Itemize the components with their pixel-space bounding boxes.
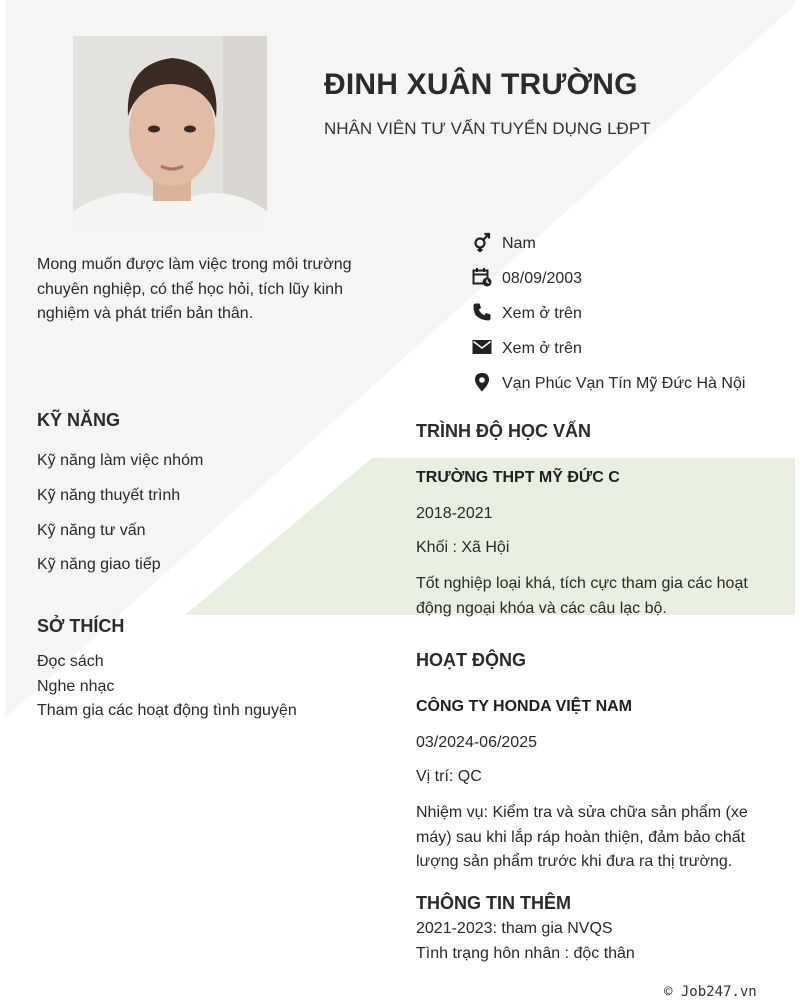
career-objective: Mong muốn được làm việc trong môi trường chuyên nghiệp, có thể học hỏi, tích lũy kinh nghiệm và phát triển bản thân. [37, 256, 352, 322]
education-description: Tốt nghiệp loại khá, tích cực tham gia các hoạt động ngoại khóa và các câu lạc bộ. [416, 575, 748, 617]
skill-item: Kỹ năng giao tiếp [37, 556, 161, 573]
education-period: 2018-2021 [416, 505, 493, 522]
candidate-name: ĐINH XUÂN TRƯỜNG [324, 68, 638, 101]
gender-icon [472, 232, 502, 254]
activity-period: 03/2024-06/2025 [416, 734, 537, 751]
education-major: Khối : Xã Hội [416, 539, 510, 556]
contact-gender [472, 232, 762, 267]
email-icon [472, 337, 502, 359]
hobbies-heading: SỞ THÍCH [37, 616, 125, 636]
footer-copyright[interactable]: © Job247.vn [664, 984, 757, 1000]
school-name: TRƯỜNG THPT MỸ ĐỨC C [416, 469, 620, 486]
job-title: NHÂN VIÊN TƯ VẤN TUYỂN DỤNG LĐPT [324, 119, 651, 138]
phone-icon [472, 302, 502, 324]
extra-info-item: 2021-2023: tham gia NVQS [416, 920, 613, 937]
extra-info-list [416, 917, 781, 966]
location-icon [472, 372, 502, 394]
activities-heading: HOẠT ĐỘNG [416, 650, 526, 670]
education-heading: TRÌNH ĐỘ HỌC VẤN [416, 421, 591, 441]
email-value[interactable]: Xem ở trên [502, 340, 582, 357]
skills-heading: KỸ NĂNG [37, 410, 121, 430]
profile-photo [73, 36, 267, 232]
company-name: CÔNG TY HONDA VIỆT NAM [416, 698, 633, 715]
skill-item: Kỹ năng tư vấn [37, 522, 146, 539]
hobbies-list [37, 650, 297, 724]
address-value: Vạn Phúc Vạn Tín Mỹ Đức Hà Nội [502, 375, 746, 392]
skill-item: Kỹ năng làm việc nhóm [37, 452, 204, 469]
contact-phone [472, 302, 762, 337]
skill-item: Kỹ năng thuyết trình [37, 487, 181, 504]
activity-duty: Nhiệm vụ: Kiểm tra và sửa chữa sản phẩm (xe máy) sau khi lắp ráp hoàn thiện, đảm bảo chất lượng sản phẩm trước khi đưa ra thị trường. [416, 804, 748, 870]
contact-address [472, 372, 762, 407]
contact-email [472, 337, 762, 372]
contact-birthdate [472, 267, 762, 302]
phone-value[interactable]: Xem ở trên [502, 305, 582, 322]
birthdate-value: 08/09/2003 [502, 270, 583, 287]
contact-info [472, 232, 762, 407]
extra-info-heading: THÔNG TIN THÊM [416, 893, 571, 913]
hobby-item: Tham gia các hoạt động tình nguyện [37, 702, 297, 719]
gender-value: Nam [502, 235, 536, 252]
hobby-item: Đọc sách [37, 653, 104, 670]
extra-info-item: Tình trạng hôn nhân : độc thân [416, 944, 635, 962]
calendar-icon [472, 267, 502, 289]
hobby-item: Nghe nhạc [37, 677, 115, 695]
activity-position: Vị trí: QC [416, 768, 482, 785]
